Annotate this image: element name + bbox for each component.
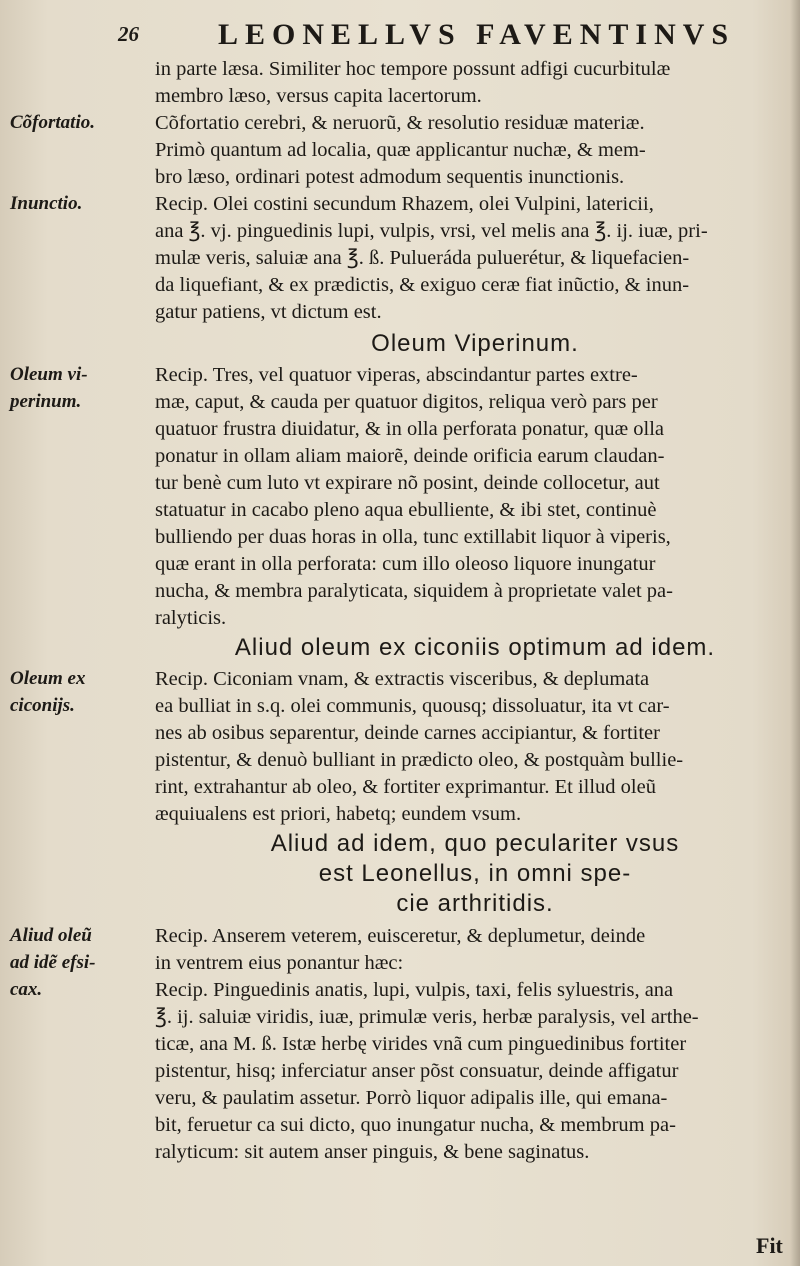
text-line: bulliendo per duas horas in olla, tunc extillabit liquor à viperis, xyxy=(155,526,671,548)
text-line: ea bulliat in s.q. olei communis, quousq; dissoluatur, ita vt car- xyxy=(155,695,670,717)
margin-note: perinum. xyxy=(10,391,82,412)
section-heading: Aliud ad idem, quo peculariter vsus xyxy=(270,830,680,857)
section-heading: Aliud oleum ex ciconiis optimum ad idem. xyxy=(234,634,716,661)
text-line: da liquefiant, & ex prædictis, & exiguo ceræ fiat inũctio, & inun- xyxy=(155,274,690,296)
text-line: nucha, & membra paralyticata, siquidem à proprietate valet pa- xyxy=(155,580,673,602)
margin-note: ciconijs. xyxy=(10,695,75,716)
text-line: pistentur, & denuò bulliant in prædicto oleo, & postquàm bullie- xyxy=(155,749,684,771)
margin-note: Oleum ex xyxy=(10,668,86,689)
section-heading: Oleum Viperinum. xyxy=(371,330,579,357)
section-heading: cie arthritidis. xyxy=(396,890,554,917)
text-line: ℥. ij. saluiæ viridis, iuæ, primulæ veris, herbæ paralysis, vel arthe- xyxy=(155,1006,699,1028)
text-line: veru, & paulatim assetur. Porrò liquor adipalis ille, qui emana- xyxy=(155,1087,668,1109)
text-line: ralyticis. xyxy=(155,607,227,629)
catchword: Fit xyxy=(756,1233,783,1258)
margin-note: Oleum vi- xyxy=(10,364,88,385)
text-line: bro læso, ordinari potest admodum sequentis inunctionis. xyxy=(155,166,625,188)
text-line: quæ erant in olla perforata: cum illo oleoso liquore inungatur xyxy=(155,553,656,575)
text-line: ponatur in ollam aliam maiorẽ, deinde orificia earum claudan- xyxy=(155,445,665,467)
text-line: quatuor frustra diuidatur, & in olla perforata ponatur, quæ olla xyxy=(155,418,665,440)
text-line: nes ab osibus separentur, deinde carnes accipiantur, & fortiter xyxy=(155,722,660,744)
section-heading: est Leonellus, in omni spe- xyxy=(318,860,632,887)
text-line: pistentur, hisq; inferciatur anser põst consuatur, deinde affigatur xyxy=(155,1060,679,1082)
text-line: Cõfortatio cerebri, & neruorũ, & resolutio residuæ materiæ. xyxy=(155,112,645,134)
text-line: statuatur in cacabo pleno aqua ebulliente, & ibi stet, continuè xyxy=(155,499,657,521)
margin-note: Inunctio. xyxy=(10,193,83,214)
text-line: rint, extrahantur ab oleo, & fortiter exprimantur. Et illud oleũ xyxy=(155,776,656,798)
text-line: Primò quantum ad localia, quæ applicantur nuchæ, & mem- xyxy=(155,139,646,161)
margin-note: Cõfortatio. xyxy=(10,112,95,133)
text-line: mæ, caput, & cauda per quatuor digitos, reliqua verò pars per xyxy=(155,391,658,413)
text-line: Recip. Olei costini secundum Rhazem, olei Vulpini, latericii, xyxy=(155,193,654,215)
margin-note: Aliud oleũ xyxy=(10,925,92,946)
text-line: ralyticum: sit autem anser pinguis, & bene saginatus. xyxy=(155,1141,590,1163)
text-line: Recip. Ciconiam vnam, & extractis visceribus, & deplumata xyxy=(155,668,650,690)
text-line: gatur patiens, vt dictum est. xyxy=(155,301,382,323)
text-line: tur benè cum luto vt expirare nõ posint, deinde collocetur, aut xyxy=(155,472,660,494)
text-line: mulæ veris, saluiæ ana ℥. ß. Pulueráda puluerétur, & liquefacien- xyxy=(155,247,690,269)
running-title: LEONELLVS FAVENTINVS xyxy=(218,18,736,51)
text-line: in parte læsa. Similiter hoc tempore possunt adfigi cucurbitulæ xyxy=(155,58,671,80)
text-line: æquiualens est priori, habetq; eundem vsum. xyxy=(155,803,522,825)
text-line: Recip. Pinguedinis anatis, lupi, vulpis, taxi, felis syluestris, ana xyxy=(155,979,674,1001)
text-line: Recip. Tres, vel quatuor viperas, abscindantur partes extre- xyxy=(155,364,638,386)
text-line: ana ℥. vj. pinguedinis lupi, vulpis, vrsi, vel melis ana ℥. ij. iuæ, pri- xyxy=(155,220,708,242)
margin-note: ad idẽ efsi- xyxy=(10,952,96,973)
text-line: bit, feruetur ca sui dicto, quo inungatur nucha, & membrum pa- xyxy=(155,1114,676,1136)
text-line: ticæ, ana M. ß. Istæ herbę virides vnã cum pinguedinibus fortiter xyxy=(155,1033,687,1055)
text-line: membro læso, versus capita lacertorum. xyxy=(155,85,482,107)
page-number: 26 xyxy=(118,22,139,46)
margin-note: cax. xyxy=(10,979,43,1000)
text-line: in ventrem eius ponantur hæc: xyxy=(155,952,404,974)
text-line: Recip. Anserem veterem, euisceretur, & deplumetur, deinde xyxy=(155,925,646,947)
